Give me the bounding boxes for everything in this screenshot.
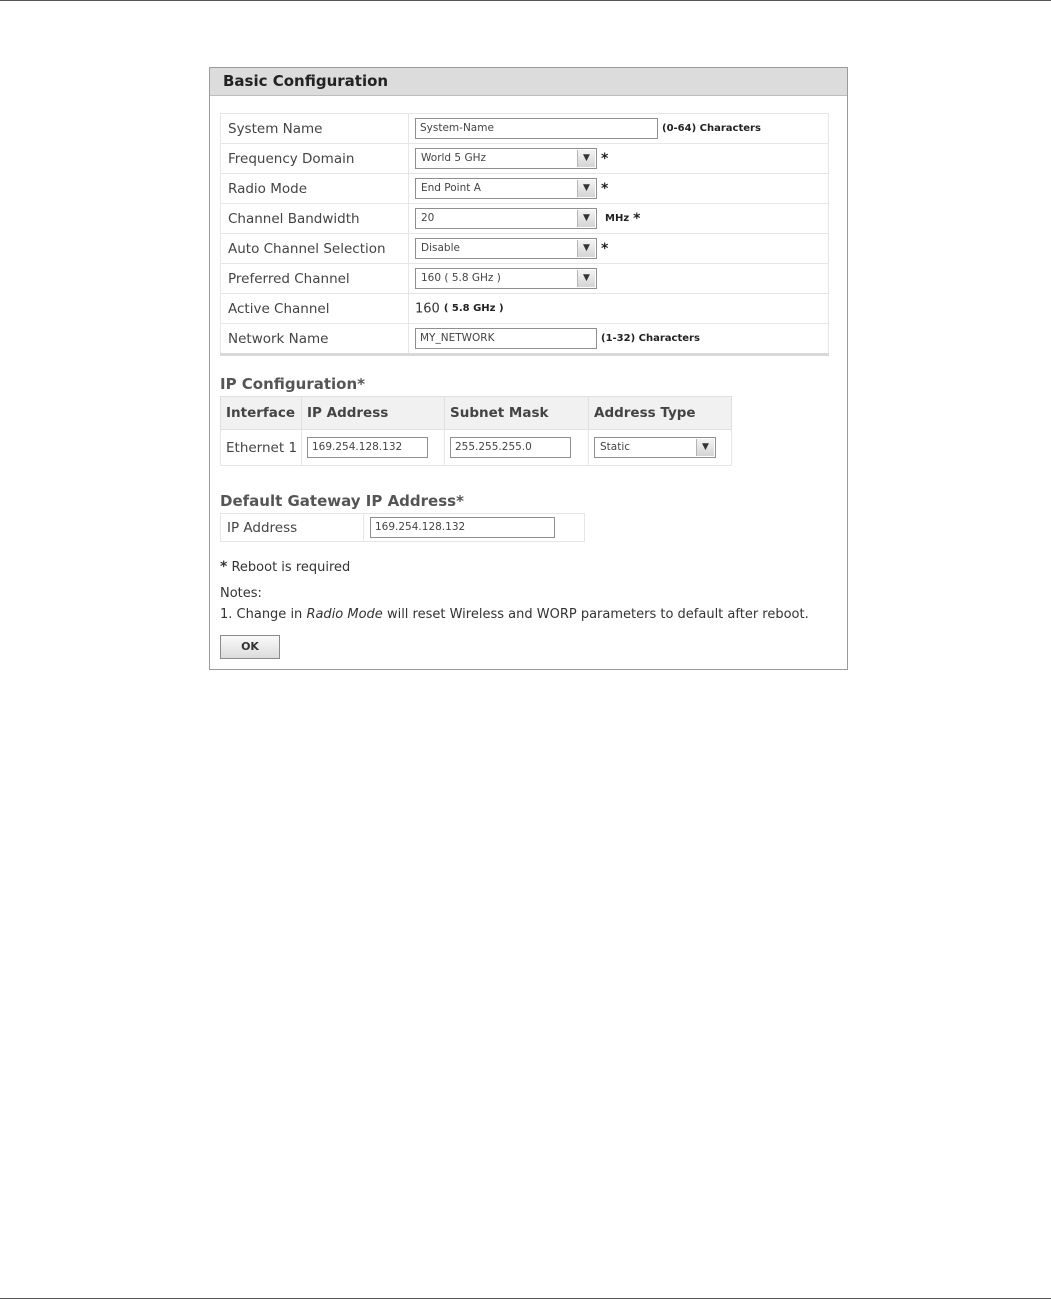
notes-title: Notes: — [220, 586, 262, 601]
address-type-select[interactable]: Static ▼ — [594, 437, 716, 458]
notes-item: 1. Change in Radio Mode will reset Wireless and WORP parameters to default after reboot. — [220, 607, 809, 622]
required-mark: * — [601, 240, 609, 257]
network-name-hint: (1-32) Characters — [601, 333, 700, 344]
chevron-down-icon[interactable]: ▼ — [577, 180, 595, 197]
auto-channel-select[interactable]: Disable ▼ — [415, 238, 597, 259]
radio-mode-select[interactable]: End Point A ▼ — [415, 178, 597, 199]
system-name-label: System Name — [221, 114, 409, 144]
frequency-domain-label: Frequency Domain — [221, 144, 409, 174]
address-type-header: Address Type — [589, 397, 732, 430]
table-row — [221, 430, 732, 466]
network-name-input[interactable]: MY_NETWORK — [415, 328, 597, 349]
preferred-channel-select[interactable]: 160 ( 5.8 GHz ) ▼ — [415, 268, 597, 289]
row-preferred-channel — [221, 264, 829, 294]
required-mark: * — [601, 180, 609, 197]
active-channel-label: Active Channel — [221, 294, 409, 324]
row-channel-bandwidth — [221, 204, 829, 234]
bandwidth-unit: MHz — [605, 213, 630, 224]
required-mark: * — [601, 150, 609, 167]
basic-configuration-panel — [209, 67, 848, 670]
active-channel-frequency: ( 5.8 GHz ) — [443, 303, 504, 314]
panel-title: Basic Configuration — [210, 68, 847, 96]
chevron-down-icon[interactable]: ▼ — [696, 439, 714, 456]
ip-configuration-table — [220, 396, 732, 466]
ip-table-header — [221, 397, 732, 430]
interface-name: Ethernet 1 — [221, 430, 302, 466]
radio-mode-label: Radio Mode — [221, 174, 409, 204]
network-name-label: Network Name — [221, 324, 409, 355]
ok-button[interactable]: OK — [220, 635, 280, 659]
default-gateway-table — [220, 513, 585, 542]
row-auto-channel-selection — [221, 234, 829, 264]
reboot-text: Reboot is required — [231, 560, 351, 575]
gateway-ip-label: IP Address — [221, 514, 364, 542]
required-mark: * — [633, 210, 641, 227]
reboot-star: * — [220, 559, 228, 575]
row-system-name — [221, 114, 829, 144]
channel-bandwidth-label: Channel Bandwidth — [221, 204, 409, 234]
chevron-down-icon[interactable]: ▼ — [577, 150, 595, 167]
row-network-name — [221, 324, 829, 355]
page-top-rule — [0, 0, 1051, 1]
auto-channel-label: Auto Channel Selection — [221, 234, 409, 264]
interface-header: Interface — [221, 397, 302, 430]
row-radio-mode — [221, 174, 829, 204]
chevron-down-icon[interactable]: ▼ — [577, 210, 595, 227]
row-active-channel — [221, 294, 829, 324]
chevron-down-icon[interactable]: ▼ — [577, 270, 595, 287]
radio-mode-emphasis: Radio Mode — [306, 607, 383, 622]
table-row — [221, 514, 585, 542]
ip-configuration-title: IP Configuration* — [220, 375, 365, 393]
subnet-mask-header: Subnet Mask — [445, 397, 589, 430]
chevron-down-icon[interactable]: ▼ — [577, 240, 595, 257]
active-channel-value: 160 — [415, 301, 440, 316]
ip-address-input[interactable]: 169.254.128.132 — [307, 437, 428, 458]
reboot-note — [220, 559, 350, 575]
system-name-input[interactable]: System-Name — [415, 118, 658, 139]
channel-bandwidth-select[interactable]: 20 ▼ — [415, 208, 597, 229]
subnet-mask-input[interactable]: 255.255.255.0 — [450, 437, 571, 458]
frequency-domain-select[interactable]: World 5 GHz ▼ — [415, 148, 597, 169]
row-frequency-domain — [221, 144, 829, 174]
system-name-hint: (0-64) Characters — [662, 123, 761, 134]
page-bottom-rule — [0, 1298, 1051, 1299]
basic-config-table — [220, 113, 829, 356]
preferred-channel-label: Preferred Channel — [221, 264, 409, 294]
ip-address-header: IP Address — [302, 397, 445, 430]
gateway-ip-input[interactable]: 169.254.128.132 — [370, 517, 555, 538]
default-gateway-title: Default Gateway IP Address* — [220, 492, 464, 510]
